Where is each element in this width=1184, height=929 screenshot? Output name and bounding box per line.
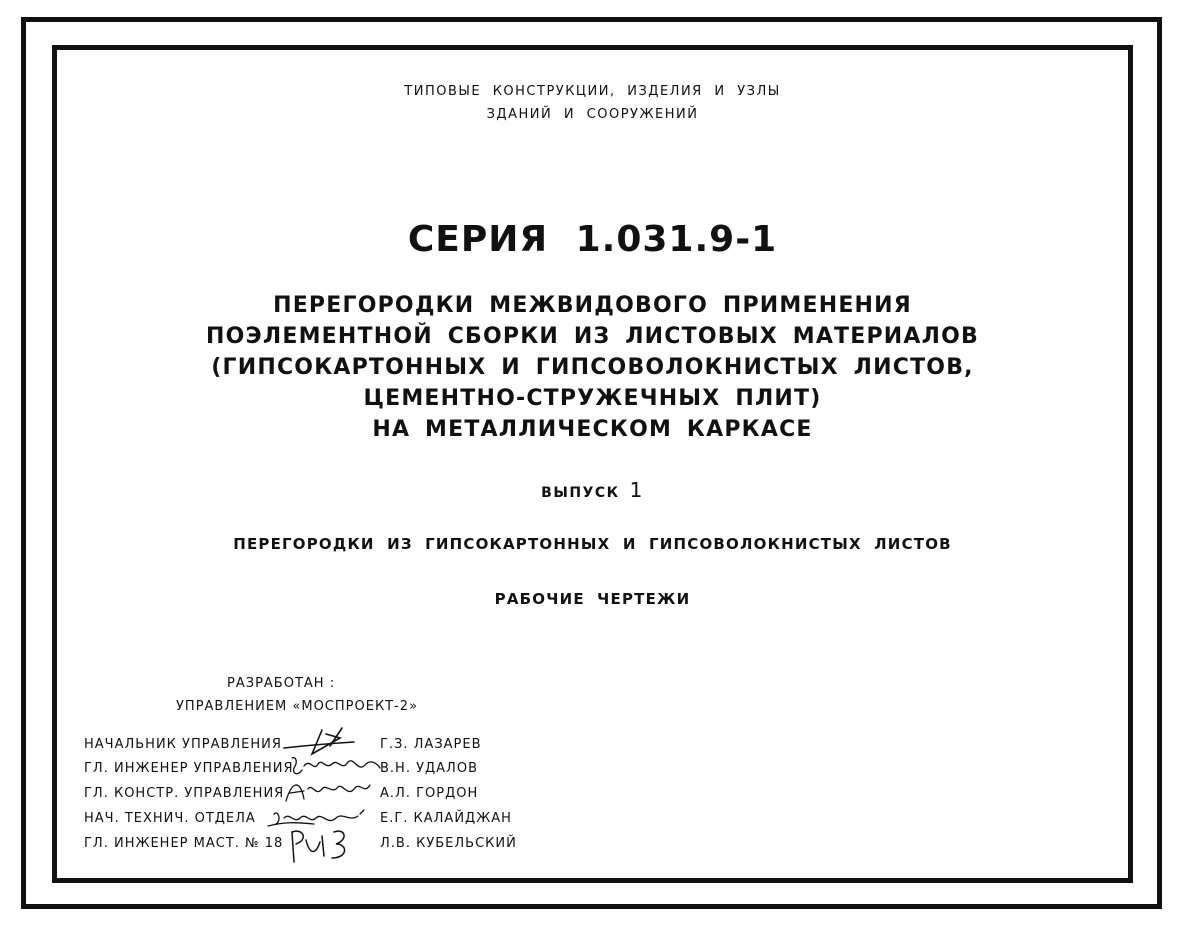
- signatory-5-position: ГЛ. ИНЖЕНЕР МАСТ. № 18: [84, 836, 284, 851]
- doc-type: РАБОЧИЕ ЧЕРТЕЖИ: [494, 590, 691, 608]
- signatory-1-position: НАЧАЛЬНИК УПРАВЛЕНИЯ: [84, 737, 282, 752]
- main-title-line-3: (ГИПСОКАРТОННЫХ И ГИПСОВОЛОКНИСТЫХ ЛИСТОВ,: [211, 355, 974, 380]
- signatory-4-position: НАЧ. ТЕХНИЧ. ОТДЕЛА: [84, 811, 256, 826]
- subtitle: ПЕРЕГОРОДКИ ИЗ ГИПСОКАРТОННЫХ И ГИПСОВОЛОКНИСТЫХ ЛИСТОВ: [233, 535, 952, 553]
- signatory-2-name: В.Н. УДАЛОВ: [380, 761, 478, 776]
- header-line-2: ЗДАНИЙ И СООРУЖЕНИЙ: [486, 107, 699, 122]
- developer-label: РАЗРАБОТАН :: [227, 676, 336, 691]
- signatory-4-name: Е.Г. КАЛАЙДЖАН: [380, 811, 512, 826]
- developer-org: УПРАВЛЕНИЕМ «МОСПРОЕКТ-2»: [176, 699, 419, 714]
- issue-number: 1: [629, 478, 644, 502]
- main-title-line-1: ПЕРЕГОРОДКИ МЕЖВИДОВОГО ПРИМЕНЕНИЯ: [273, 293, 912, 318]
- inner-frame: [52, 45, 1133, 883]
- main-title-line-4: ЦЕМЕНТНО-СТРУЖЕЧНЫХ ПЛИТ): [363, 386, 822, 411]
- signature-3: [282, 777, 377, 807]
- issue-label: ВЫПУСК: [541, 485, 620, 501]
- main-title: [52, 290, 1133, 445]
- main-title-line-2: ПОЭЛЕМЕНТНОЙ СБОРКИ ИЗ ЛИСТОВЫХ МАТЕРИАЛОВ: [206, 324, 979, 349]
- signatory-2-position: ГЛ. ИНЖЕНЕР УПРАВЛЕНИЯ: [84, 761, 294, 776]
- signatory-3-name: А.Л. ГОРДОН: [380, 786, 479, 801]
- issue-line: [52, 478, 1133, 502]
- signatory-1-name: Г.З. ЛАЗАРЕВ: [380, 737, 482, 752]
- signature-5: [286, 826, 361, 866]
- main-title-line-5: НА МЕТАЛЛИЧЕСКОМ КАРКАСЕ: [372, 417, 813, 442]
- signatory-3-position: ГЛ. КОНСТР. УПРАВЛЕНИЯ: [84, 786, 285, 801]
- series-title: СЕРИЯ 1.031.9-1: [407, 219, 778, 260]
- signatory-5-name: Л.В. КУБЕЛЬСКИЙ: [380, 836, 517, 851]
- header-line-1: ТИПОВЫЕ КОНСТРУКЦИИ, ИЗДЕЛИЯ И УЗЛЫ: [404, 84, 781, 99]
